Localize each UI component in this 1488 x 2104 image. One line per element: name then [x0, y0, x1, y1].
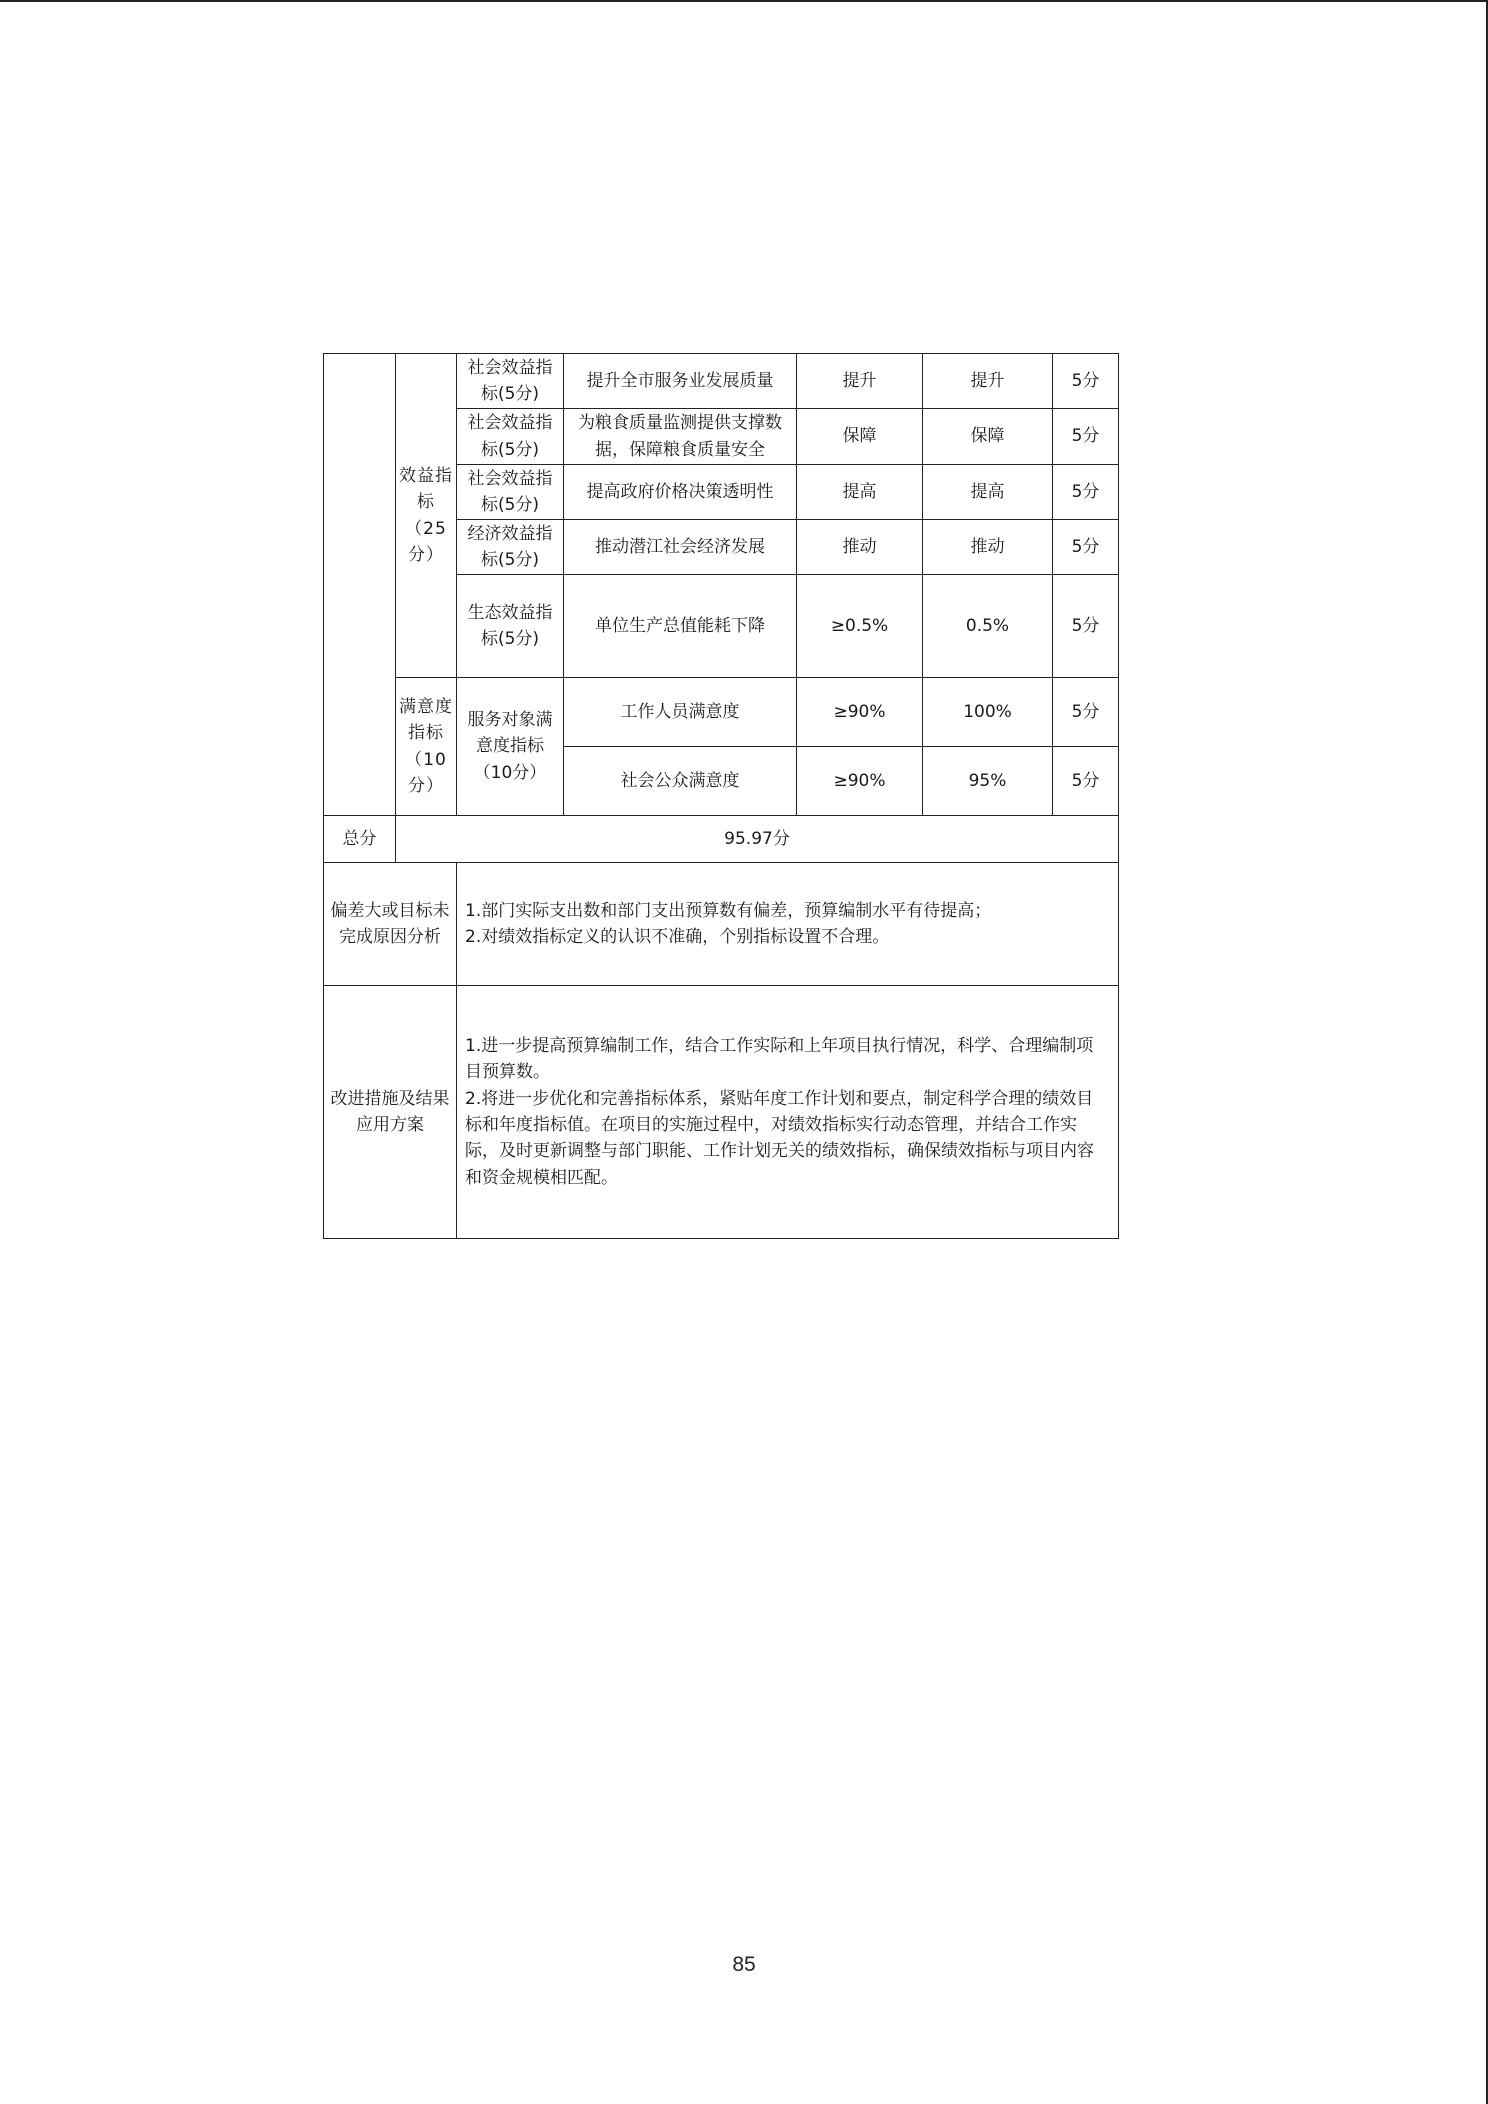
- total-row: [324, 816, 1119, 863]
- actual-cell: 提高: [923, 465, 1053, 520]
- improvement-label: 改进措施及结果应用方案: [324, 986, 457, 1239]
- table-row: [324, 678, 1119, 747]
- total-label: 总分: [324, 816, 396, 863]
- actual-cell: 0.5%: [923, 575, 1053, 678]
- indicator-cell: 提高政府价格决策透明性: [564, 465, 797, 520]
- deviation-line: 2.对绩效指标定义的认识不准确，个别指标设置不合理。: [465, 927, 890, 947]
- indicator-cell: 推动潜江社会经济发展: [564, 520, 797, 575]
- total-value: 95.97分: [396, 816, 1119, 863]
- improvement-plan: [457, 986, 1119, 1239]
- satisfaction-group-label: 满意度指标（10分）: [396, 678, 457, 816]
- improvement-line: 2.将进一步优化和完善指标体系，紧贴年度工作计划和要点，制定科学合理的绩效目标和年度指标值。在项目的实施过程中，对绩效指标实行动态管理，并结合工作实际，及时更新调整与部门职能、工作计划无关的绩效指标，确保绩效指标与项目内容和资金规模相匹配。: [465, 1088, 1094, 1188]
- indicator-cell: 提升全市服务业发展质量: [564, 354, 797, 409]
- indicator-cell: 社会公众满意度: [564, 747, 797, 816]
- improvement-line: 1.进一步提高预算编制工作，结合工作实际和上年项目执行情况，科学、合理编制项目预算数。: [465, 1035, 1094, 1083]
- score-cell: 5分: [1053, 354, 1119, 409]
- actual-cell: 100%: [923, 678, 1053, 747]
- deviation-analysis: [457, 863, 1119, 986]
- indicator-cell: 为粮食质量监测提供支撑数据，保障粮食质量安全: [564, 409, 797, 465]
- deviation-label: 偏差大或目标未完成原因分析: [324, 863, 457, 986]
- page-number: 85: [732, 1953, 756, 1976]
- sub-category-cell: 社会效益指标(5分): [457, 354, 564, 409]
- actual-cell: 提升: [923, 354, 1053, 409]
- deviation-row: [324, 863, 1119, 986]
- target-cell: 保障: [797, 409, 923, 465]
- indicator-cell: 单位生产总值能耗下降: [564, 575, 797, 678]
- performance-evaluation-table: [323, 353, 1119, 1239]
- score-cell: 5分: [1053, 678, 1119, 747]
- score-cell: 5分: [1053, 747, 1119, 816]
- score-cell: 5分: [1053, 409, 1119, 465]
- improvement-row: [324, 986, 1119, 1239]
- target-cell: ≥90%: [797, 678, 923, 747]
- score-cell: 5分: [1053, 520, 1119, 575]
- benefit-group-label: 效益指标（25分）: [396, 354, 457, 678]
- score-cell: 5分: [1053, 465, 1119, 520]
- target-cell: 提升: [797, 354, 923, 409]
- actual-cell: 推动: [923, 520, 1053, 575]
- deviation-line: 1.部门实际支出数和部门支出预算数有偏差，预算编制水平有待提高；: [465, 900, 992, 921]
- target-cell: 提高: [797, 465, 923, 520]
- target-cell: ≥90%: [797, 747, 923, 816]
- sub-category-cell: 生态效益指标(5分): [457, 575, 564, 678]
- sub-category-cell: 社会效益指标(5分): [457, 465, 564, 520]
- actual-cell: 保障: [923, 409, 1053, 465]
- target-cell: ≥0.5%: [797, 575, 923, 678]
- actual-cell: 95%: [923, 747, 1053, 816]
- satisfaction-subcategory-cell: 服务对象满意度指标（10分）: [457, 678, 564, 816]
- table-row: [324, 354, 1119, 409]
- sub-category-cell: 经济效益指标(5分): [457, 520, 564, 575]
- first-level-indicator-cell: [324, 354, 396, 816]
- sub-category-cell: 社会效益指标(5分): [457, 409, 564, 465]
- target-cell: 推动: [797, 520, 923, 575]
- score-cell: 5分: [1053, 575, 1119, 678]
- indicator-cell: 工作人员满意度: [564, 678, 797, 747]
- page-border-top: [0, 0, 1488, 2]
